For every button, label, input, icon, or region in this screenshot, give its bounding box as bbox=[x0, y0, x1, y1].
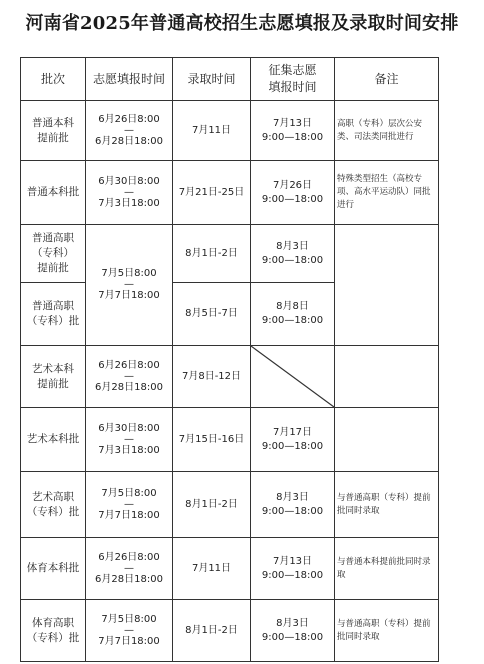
collect-date: 8月3日 bbox=[276, 240, 309, 252]
batch-line: （专科） bbox=[32, 247, 74, 259]
batch-line: 普通本科 bbox=[32, 116, 74, 129]
batch-cell: 普通本科批 bbox=[21, 161, 86, 225]
batch-cell: 体育本科批 bbox=[21, 538, 86, 600]
dash: — bbox=[124, 624, 134, 636]
fill-end: 7月3日18:00 bbox=[98, 197, 160, 209]
fill-time-cell bbox=[86, 600, 173, 662]
fill-start: 7月5日8:00 bbox=[101, 268, 157, 279]
dash: — bbox=[124, 433, 134, 445]
note-cell: 与普通本科提前批同时录取 bbox=[335, 538, 439, 600]
fill-start: 6月26日8:00 bbox=[98, 551, 160, 563]
dash: — bbox=[124, 370, 134, 382]
table-row bbox=[21, 472, 439, 538]
collect-time-cell bbox=[251, 101, 335, 161]
collect-hours: 9:00—18:00 bbox=[261, 193, 324, 205]
admit-time-cell: 8月1日-2日 bbox=[173, 472, 251, 538]
page-title: 河南省2025年普通高校招生志愿填报及录取时间安排 bbox=[25, 13, 459, 34]
admit-time-cell: 8月1日-2日 bbox=[173, 225, 251, 283]
dash: — bbox=[124, 562, 134, 574]
fill-time-cell bbox=[86, 161, 173, 225]
collect-date: 7月13日 bbox=[272, 555, 313, 567]
dash: — bbox=[124, 186, 134, 198]
collect-time-cell bbox=[251, 538, 335, 600]
table-row bbox=[21, 600, 439, 662]
fill-time-cell bbox=[86, 472, 173, 538]
table-row bbox=[21, 346, 439, 408]
table-row bbox=[21, 161, 439, 225]
collect-hours: 9:00—18:00 bbox=[261, 631, 324, 643]
collect-time-cell bbox=[251, 161, 335, 225]
note-cell bbox=[335, 346, 439, 408]
dash: — bbox=[124, 498, 134, 510]
collect-hours: 9:00—18:00 bbox=[261, 254, 324, 266]
batch-line: 提前批 bbox=[37, 131, 69, 144]
admit-time-cell: 7月11日 bbox=[173, 101, 251, 161]
fill-end: 6月28日18:00 bbox=[95, 381, 163, 393]
admit-time-cell: 8月1日-2日 bbox=[173, 600, 251, 662]
fill-end: 7月7日18:00 bbox=[98, 290, 160, 301]
collect-time-cell bbox=[251, 225, 335, 283]
fill-time-cell bbox=[86, 538, 173, 600]
batch-line: （专科）批 bbox=[26, 315, 80, 327]
fill-time-cell bbox=[86, 225, 173, 346]
note-cell: 高职（专科）层次公安类、司法类同批进行 bbox=[335, 101, 439, 161]
collect-hours: 9:00—18:00 bbox=[261, 440, 324, 452]
batch-cell bbox=[21, 101, 86, 161]
batch-line: 艺术本科 bbox=[32, 362, 74, 375]
batch-cell bbox=[21, 600, 86, 662]
note-cell: 特殊类型招生（高校专项、高水平运动队）同批进行 bbox=[335, 161, 439, 225]
batch-line: （专科）批 bbox=[26, 505, 80, 518]
collect-date: 7月26日 bbox=[272, 179, 313, 191]
batch-line: 提前批 bbox=[37, 377, 69, 390]
admit-time-cell: 7月8日-12日 bbox=[173, 346, 251, 408]
table-row bbox=[21, 408, 439, 472]
collect-time-cell bbox=[251, 600, 335, 662]
fill-start: 6月26日8:00 bbox=[98, 113, 160, 125]
fill-end: 6月28日18:00 bbox=[95, 573, 163, 585]
fill-end: 7月7日18:00 bbox=[98, 509, 160, 521]
fill-start: 7月5日8:00 bbox=[101, 613, 157, 625]
table-row bbox=[21, 101, 439, 161]
collect-date: 7月13日 bbox=[272, 117, 313, 129]
header-row bbox=[21, 58, 439, 101]
batch-cell bbox=[21, 225, 86, 283]
batch-line: 艺术高职 bbox=[32, 490, 74, 503]
collect-hours: 9:00—18:00 bbox=[261, 131, 324, 143]
table-row bbox=[21, 538, 439, 600]
fill-time-cell bbox=[86, 408, 173, 472]
fill-end: 7月7日18:00 bbox=[98, 635, 160, 647]
collect-date: 8月8日 bbox=[276, 301, 309, 312]
header-fill-time: 志愿填报时间 bbox=[86, 58, 173, 101]
fill-start: 6月30日8:00 bbox=[98, 422, 160, 434]
fill-start: 7月5日8:00 bbox=[101, 487, 157, 499]
admit-time-cell: 7月21日-25日 bbox=[173, 161, 251, 225]
fill-end: 6月28日18:00 bbox=[95, 135, 163, 147]
batch-line: 体育高职 bbox=[32, 616, 74, 629]
schedule-table bbox=[20, 57, 439, 662]
header-collect-line2: 填报时间 bbox=[268, 80, 317, 94]
dash: — bbox=[124, 279, 134, 290]
collect-hours: 9:00—18:00 bbox=[261, 505, 324, 517]
fill-end: 7月3日18:00 bbox=[98, 444, 160, 456]
batch-cell bbox=[21, 283, 86, 346]
table-row bbox=[21, 225, 439, 283]
collect-hours: 9:00—18:00 bbox=[261, 569, 324, 581]
batch-cell: 艺术本科批 bbox=[21, 408, 86, 472]
batch-line: 提前批 bbox=[37, 262, 69, 274]
dash: — bbox=[124, 124, 134, 136]
header-batch: 批次 bbox=[21, 58, 86, 101]
collect-date: 7月17日 bbox=[272, 426, 313, 438]
batch-line: （专科）批 bbox=[26, 631, 80, 644]
collect-time-cell bbox=[251, 472, 335, 538]
batch-cell bbox=[21, 346, 86, 408]
header-collect-line1: 征集志愿 bbox=[268, 63, 317, 77]
batch-line: 普通高职 bbox=[32, 232, 74, 244]
collect-date: 8月3日 bbox=[276, 491, 309, 503]
note-cell: 与普通高职（专科）提前批同时录取 bbox=[335, 472, 439, 538]
fill-start: 6月30日8:00 bbox=[98, 175, 160, 187]
collect-time-cell bbox=[251, 408, 335, 472]
fill-time-cell bbox=[86, 346, 173, 408]
collect-date: 8月3日 bbox=[276, 617, 309, 629]
collect-hours: 9:00—18:00 bbox=[261, 315, 324, 326]
collect-time-cell bbox=[251, 283, 335, 346]
note-cell: 与普通高职（专科）提前批同时录取 bbox=[335, 600, 439, 662]
fill-time-cell bbox=[86, 101, 173, 161]
header-note: 备注 bbox=[335, 58, 439, 101]
note-cell bbox=[335, 225, 439, 346]
fill-start: 6月26日8:00 bbox=[98, 359, 160, 371]
header-admit-time: 录取时间 bbox=[173, 58, 251, 101]
note-cell bbox=[335, 408, 439, 472]
batch-cell bbox=[21, 472, 86, 538]
diagonal-line-icon bbox=[251, 346, 334, 407]
empty-collect-cell bbox=[251, 346, 335, 408]
admit-time-cell: 7月11日 bbox=[173, 538, 251, 600]
admit-time-cell: 8月5日-7日 bbox=[173, 283, 251, 346]
batch-line: 普通高职 bbox=[32, 300, 74, 312]
admit-time-cell: 7月15日-16日 bbox=[173, 408, 251, 472]
header-collect-time bbox=[251, 58, 335, 101]
